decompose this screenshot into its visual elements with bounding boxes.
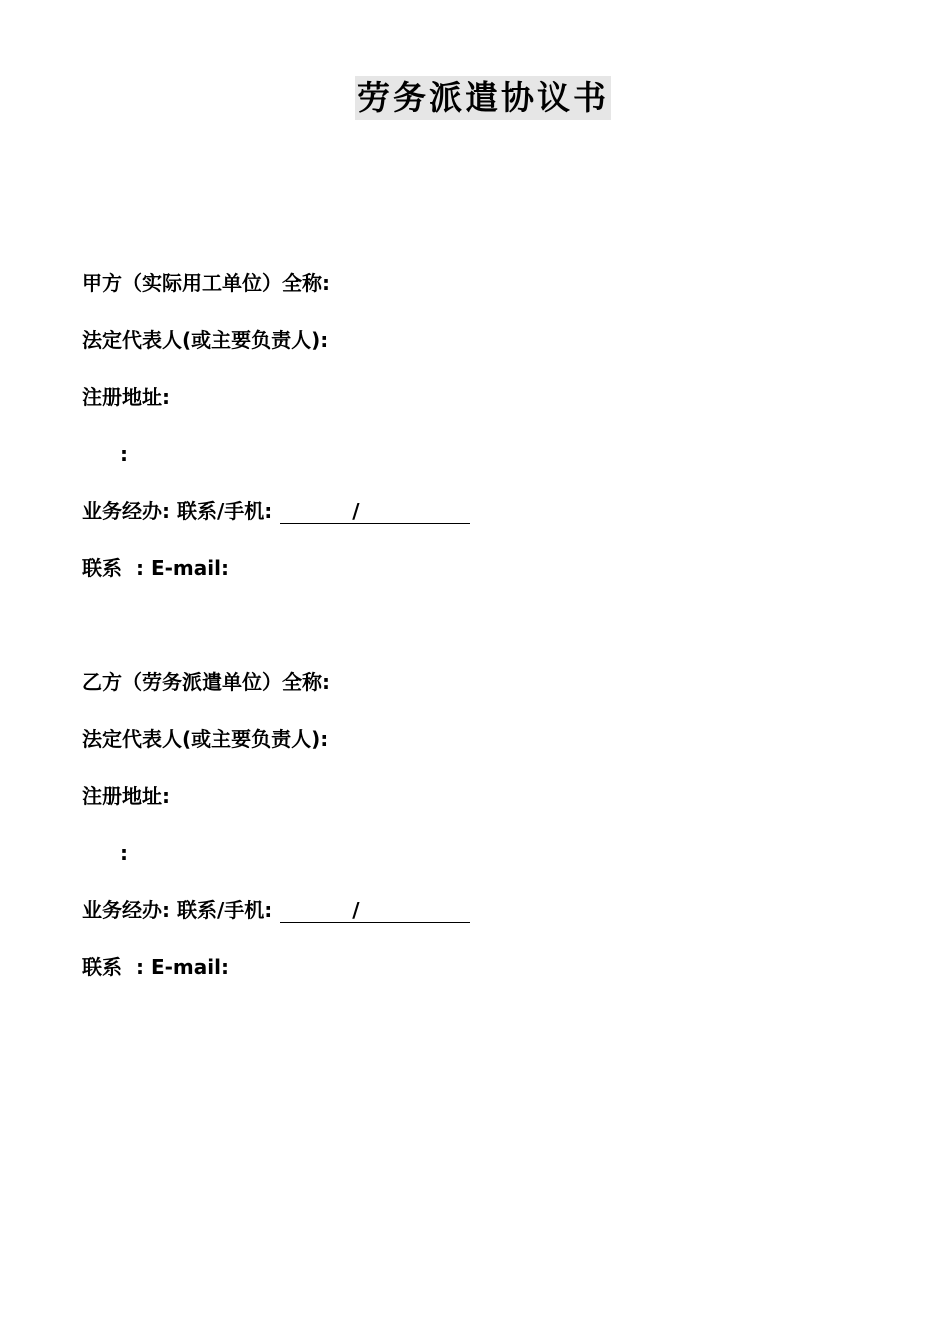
party-b-agent-label: 业务经办: 联系/手机: <box>82 898 273 922</box>
party-b-legal-rep-label: 法定代表人(或主要负责人): <box>82 727 329 751</box>
party-a-agent-label: 业务经办: 联系/手机: <box>82 499 273 523</box>
party-b-name-label: 乙方（劳务派遣单位）全称: <box>82 670 330 694</box>
party-b-agent-row <box>82 897 470 923</box>
party-a-contact-label: 联系 <box>82 556 122 580</box>
party-b-contact-row <box>82 954 229 980</box>
party-a-address-label: 注册地址: <box>82 385 170 409</box>
party-b-blank-row <box>82 840 128 866</box>
party-a-agent-row <box>82 498 470 524</box>
party-a-email-label: : E-mail: <box>136 556 229 580</box>
party-a-name-label: 甲方（实际用工单位）全称: <box>82 271 330 295</box>
party-b-email-label: : E-mail: <box>136 955 229 979</box>
phone-separator: / <box>352 499 360 523</box>
document-title: 劳务派遣协议书 <box>355 76 611 120</box>
party-a-contact-row <box>82 555 229 581</box>
party-b-phone-blank[interactable] <box>280 897 470 923</box>
party-b-blank-label: : <box>120 841 128 865</box>
party-a-blank-label: : <box>120 442 128 466</box>
party-a-legal-rep-label: 法定代表人(或主要负责人): <box>82 328 329 352</box>
phone-separator: / <box>352 898 360 922</box>
party-a-phone-blank[interactable] <box>280 498 470 524</box>
party-b-address-label: 注册地址: <box>82 784 170 808</box>
party-b-contact-label: 联系 <box>82 955 122 979</box>
party-a-blank-row <box>82 441 128 467</box>
